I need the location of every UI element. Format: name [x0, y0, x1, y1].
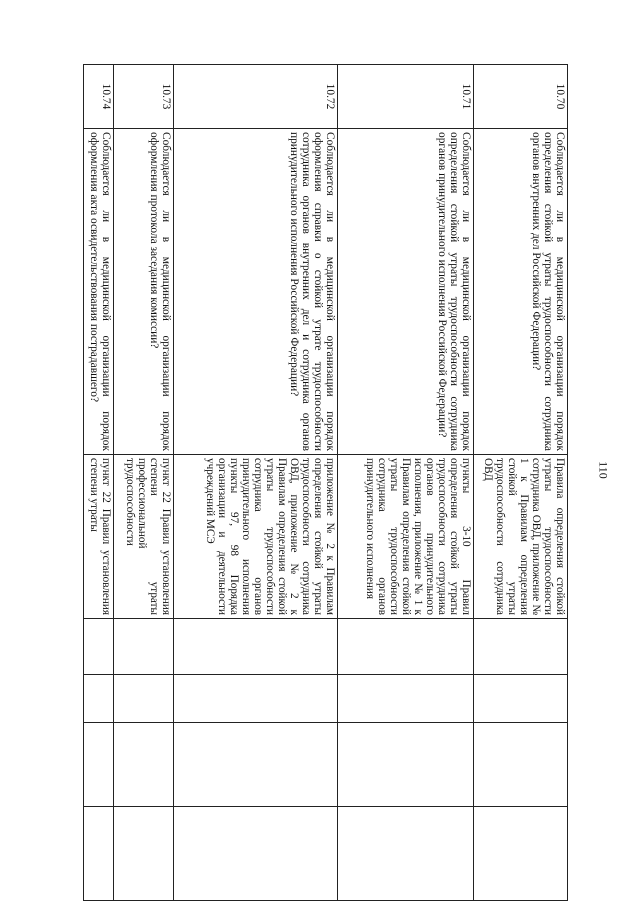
answer-cell — [174, 619, 338, 675]
answer-cell — [474, 675, 568, 723]
table-row — [174, 65, 338, 901]
question-cell: Соблюдается ли в медицинской организации порядок оформления протокола заседания комиссии? — [114, 129, 174, 455]
answer-cell — [114, 723, 174, 807]
table-row — [338, 65, 474, 901]
notes-cell — [84, 807, 114, 901]
answer-cell — [338, 675, 474, 723]
notes-cell — [114, 807, 174, 901]
reference-cell: Правила определения стойкой утраты трудоспособности сотрудника ОВД, приложение № 1 к Правилам определения стойкой утраты трудоспособности сотрудника ОВД — [474, 455, 568, 619]
answer-cell — [174, 675, 338, 723]
notes-cell — [474, 807, 568, 901]
answer-cell — [174, 723, 338, 807]
row-number: 10.72 — [174, 65, 338, 129]
question-cell: Соблюдается ли в медицинской организации порядок оформления акта освидетельствования пострадавшего? — [84, 129, 114, 455]
table-row — [84, 65, 114, 901]
notes-cell — [338, 807, 474, 901]
checklist-table-container — [84, 64, 568, 900]
question-cell: Соблюдается ли в медицинской организации порядок оформления справки о стойкой утрате трудоспособности сотрудника органов внутренних дел и сотрудника органов принудительного исполнения Российской Федерации? — [174, 129, 338, 455]
checklist-table — [83, 64, 568, 901]
row-number: 10.70 — [474, 65, 568, 129]
answer-cell — [474, 723, 568, 807]
answer-cell — [114, 619, 174, 675]
table-row — [114, 65, 174, 901]
row-number: 10.73 — [114, 65, 174, 129]
table-row — [474, 65, 568, 901]
page-number: 110 — [596, 461, 611, 479]
answer-cell — [474, 619, 568, 675]
notes-cell — [174, 807, 338, 901]
answer-cell — [84, 675, 114, 723]
answer-cell — [114, 675, 174, 723]
answer-cell — [84, 723, 114, 807]
answer-cell — [338, 619, 474, 675]
reference-cell: пункт 22 Правил установления степени утраты — [84, 455, 114, 619]
answer-cell — [338, 723, 474, 807]
row-number: 10.71 — [338, 65, 474, 129]
reference-cell: пункт 22 Правил установления степени утраты профессиональной трудоспособности — [114, 455, 174, 619]
question-cell: Соблюдается ли в медицинской организации порядок определения стойкой утраты трудоспособности сотрудника органов внутренних дел Российской Федерации? — [474, 129, 568, 455]
reference-cell: пункты 3-10 Правил определения стойкой утраты трудоспособности сотрудника органов принудительного исполнения, приложение № 1 к Правилам определения стойкой утраты трудоспособности сотрудника органов принудительного исполнения — [338, 455, 474, 619]
answer-cell — [84, 619, 114, 675]
row-number: 10.74 — [84, 65, 114, 129]
reference-cell: приложение № 2 к Правилам определения стойкой утраты трудоспособности сотрудника ОВД, приложение № 2 к Правилам определения стойкой утраты трудоспособности сотрудника органов принудительного исполнения пункты 97, 98 Порядка организации и деятельности учреждений МСЭ — [174, 455, 338, 619]
question-cell: Соблюдается ли в медицинской организации порядок определения стойкой утраты трудоспособности сотрудника органов принудительного исполнения Российской Федерации? — [338, 129, 474, 455]
